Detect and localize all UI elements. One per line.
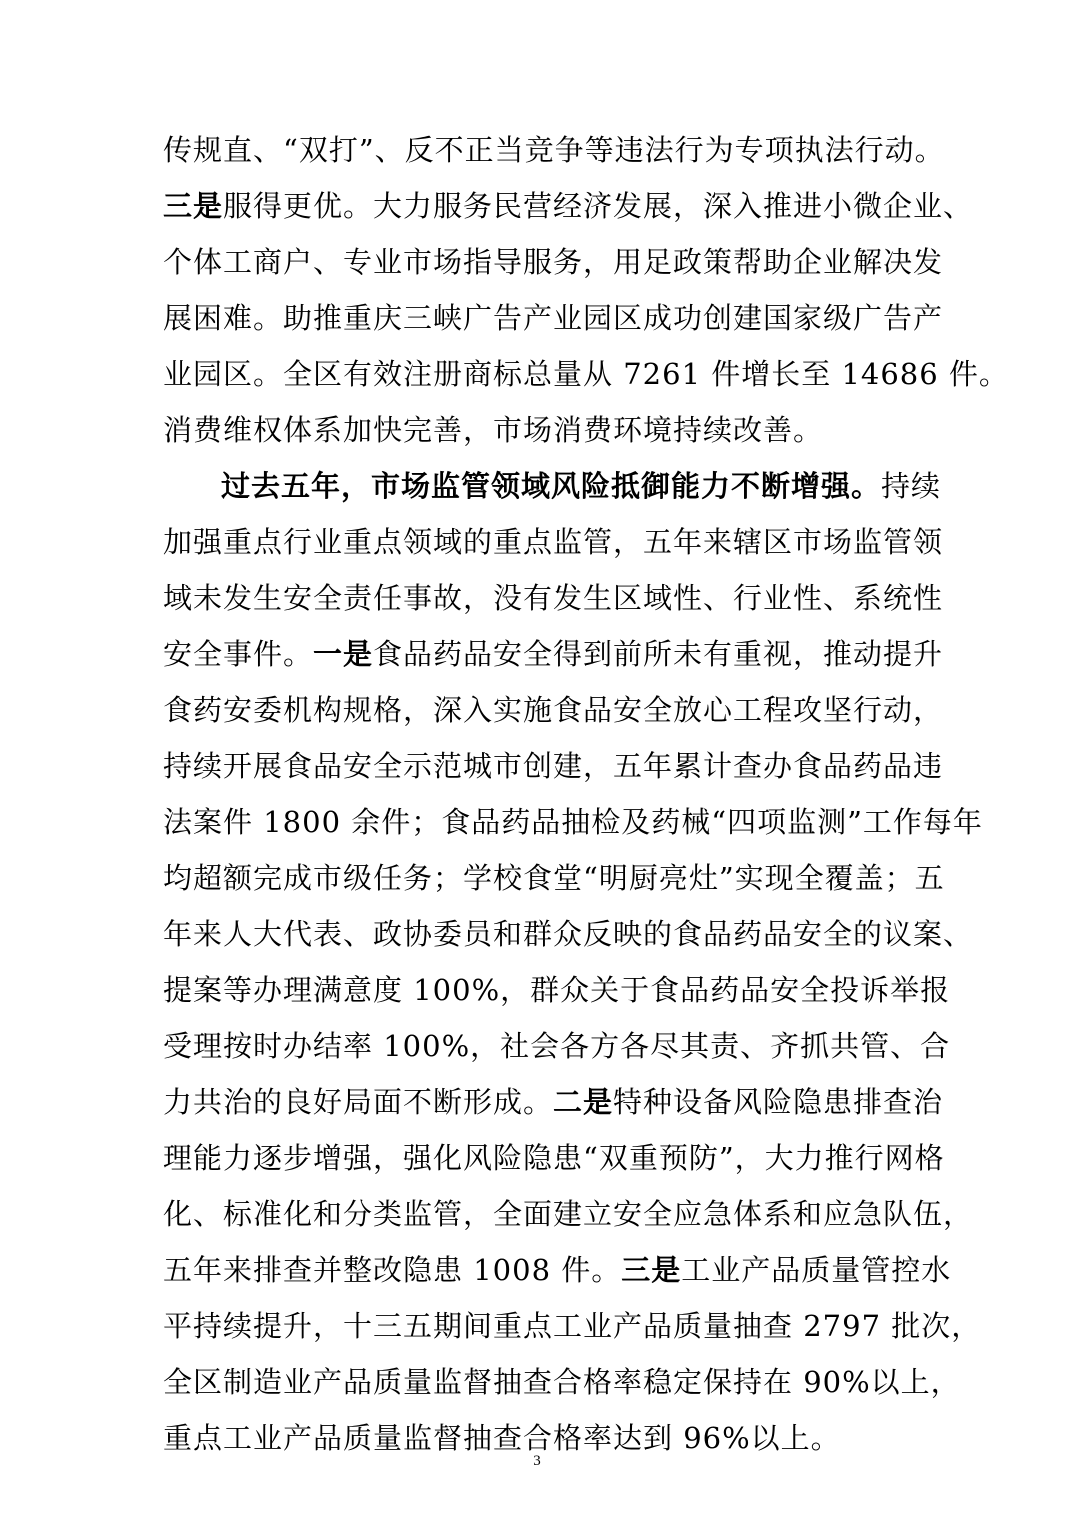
line-text: 特种设备风险隐患排查治 — [613, 1085, 944, 1119]
text-line — [163, 856, 945, 900]
text-line — [163, 1192, 973, 1236]
text-line — [163, 1136, 945, 1180]
line-text: 工业产品质量管控水 — [681, 1253, 952, 1287]
line-text: 域未发生安全责任事故，没有发生区域性、行业性、系统性 — [163, 581, 944, 615]
line-text: 重点工业产品质量监督抽查合格率达到 96%以上。 — [163, 1421, 841, 1455]
text-line — [163, 128, 945, 172]
line-text: 全区制造业产品质量监督抽查合格率稳定保持在 90%以上， — [163, 1365, 961, 1399]
text-line — [163, 184, 973, 228]
text-line — [163, 296, 943, 340]
line-text: 法案件 1800 余件；食品药品抽检及药械“四项监测”工作每年 — [163, 805, 983, 839]
text-line — [163, 912, 973, 956]
line-text: 受理按时办结率 100%，社会各方各尽其责、齐抓共管、合 — [163, 1029, 951, 1063]
text-line — [163, 1304, 981, 1348]
line-text: 食品药品安全得到前所未有重视，推动提升 — [373, 637, 944, 671]
text-line — [163, 688, 943, 732]
line-text: 消费维权体系加快完善，市场消费环境持续改善。 — [163, 413, 824, 447]
line-text: 年来人大代表、政协委员和群众反映的食品药品安全的议案、 — [163, 917, 974, 951]
line-text: 提案等办理满意度 100%，群众关于食品药品安全投诉举报 — [163, 973, 951, 1007]
line-text: 展困难。助推重庆三峡广告产业园区成功创建国家级广告产 — [163, 301, 944, 335]
page-number: 3 — [533, 1453, 541, 1469]
line-text: 服得更优。大力服务民营经济发展，深入推进小微企业、 — [223, 189, 974, 223]
line-text: 理能力逐步增强，强化风险隐患“双重预防”，大力推行网格 — [163, 1141, 945, 1175]
line-text: 个体工商户、专业市场指导服务，用足政策帮助企业解决发 — [163, 245, 944, 279]
text-line — [163, 576, 943, 620]
line-lead: 三是 — [621, 1253, 682, 1287]
line-text: 化、标准化和分类监管，全面建立安全应急体系和应急队伍， — [163, 1197, 974, 1231]
line-text: 五年来排查并整改隐患 1008 件。 — [163, 1253, 622, 1287]
line-text: 持续开展食品安全示范城市创建，五年累计查办食品药品违 — [163, 749, 944, 783]
text-line — [163, 1360, 961, 1404]
text-line — [163, 1248, 951, 1292]
line-lead: 过去五年，市场监管领域风险抵御能力不断增强。 — [221, 469, 882, 503]
line-text: 持续 — [881, 469, 942, 503]
text-line — [163, 352, 1009, 396]
line-text: 均超额完成市级任务；学校食堂“明厨亮灶”实现全覆盖；五 — [163, 861, 945, 895]
text-line — [163, 632, 943, 676]
line-text: 业园区。全区有效注册商标总量从 7261 件增长至 14686 件。 — [163, 357, 1009, 391]
line-lead: 一是 — [313, 637, 374, 671]
line-text: 安全事件。 — [163, 637, 314, 671]
text-line — [163, 744, 943, 788]
text-line — [163, 800, 983, 844]
line-text: 力共治的良好局面不断形成。 — [163, 1085, 554, 1119]
text-line — [163, 1024, 950, 1068]
text-line — [221, 464, 941, 508]
line-lead: 三是 — [163, 189, 224, 223]
text-line — [163, 240, 943, 284]
line-lead: 二是 — [553, 1085, 614, 1119]
text-line — [163, 1080, 943, 1124]
text-line — [163, 408, 823, 452]
text-line — [163, 968, 950, 1012]
text-line — [163, 520, 943, 564]
line-text: 加强重点行业重点领域的重点监管，五年来辖区市场监管领 — [163, 525, 944, 559]
line-text: 平持续提升，十三五期间重点工业产品质量抽查 2797 批次， — [163, 1309, 982, 1343]
line-text: 食药安委机构规格，深入实施食品安全放心工程攻坚行动， — [163, 693, 944, 727]
line-text: 传规直、“双打”、反不正当竞争等违法行为专项执法行动。 — [163, 133, 945, 167]
